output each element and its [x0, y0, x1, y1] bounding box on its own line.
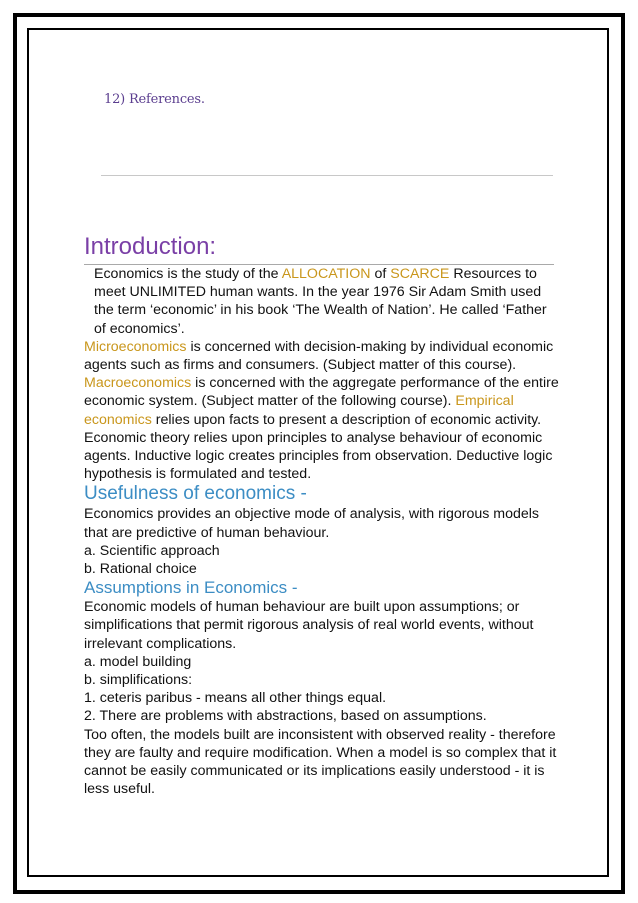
divider-rule [101, 175, 553, 176]
list-item: a. model building [84, 653, 192, 670]
intro-paragraph-2 [84, 338, 560, 484]
list-item: b. Rational choice [84, 561, 197, 578]
intro-text: relies upon facts to present a description of economic activity. Economic theory relies upon principles to analyse behaviour of economic agents. Inductive logic creates principles from observation. Deductive logic hypothesis is formulated and tested. [84, 411, 553, 483]
usefulness-heading: Usefulness of economics - [84, 483, 307, 505]
keyword-macroeconomics: Macroeconomics [84, 375, 192, 392]
list-item: 1. ceteris paribus - means all other things equal. [84, 690, 387, 707]
keyword-empirical-economics: Empirical economics [84, 393, 514, 428]
keyword-microeconomics: Microeconomics [84, 338, 187, 355]
intro-text: Resources to meet UNLIMITED human wants. In the year 1976 Sir Adam Smith used the term ‘economic’ in his book ‘The Wealth of Nation’. He called ‘Father of economics’. [94, 266, 547, 337]
list-item: b. simplifications: [84, 672, 193, 689]
assumptions-closing: Too often, the models built are inconsistent with observed reality - therefore they are faulty and require modification. When a model is so complex that it cannot be easily communicated or its implications easily understood - it is less useful. [84, 726, 557, 798]
intro-paragraph-1 [84, 265, 560, 338]
document-body [84, 232, 560, 798]
assumptions-text: Economic models of human behaviour are built upon assumptions; or simplifications that permit rigorous analysis of real world events, without irrelevant complications. [84, 599, 534, 652]
keyword-allocation: ALLOCATION [281, 266, 371, 282]
intro-text: Economics is the study of the [94, 266, 282, 282]
list-item: a. Scientific approach [84, 542, 220, 559]
intro-text: is concerned with the aggregate performance of the entire economic system. (Subject matter of the following course). [84, 375, 559, 410]
list-item: 2. There are problems with abstractions, based on assumptions. [84, 708, 487, 725]
introduction-heading: Introduction: [84, 232, 554, 265]
toc-item-references: 12) References. [104, 92, 205, 107]
intro-text: of [370, 266, 391, 282]
usefulness-text: Economics provides an objective mode of analysis, with rigorous models that are predictive of human behaviour. [84, 506, 540, 541]
keyword-scarce: SCARCE [390, 266, 450, 282]
assumptions-heading: Assumptions in Economics - [84, 578, 298, 598]
intro-text: is concerned with decision-making by individual economic agents such as firms and consumers. (Subject matter of this course). [84, 338, 554, 374]
